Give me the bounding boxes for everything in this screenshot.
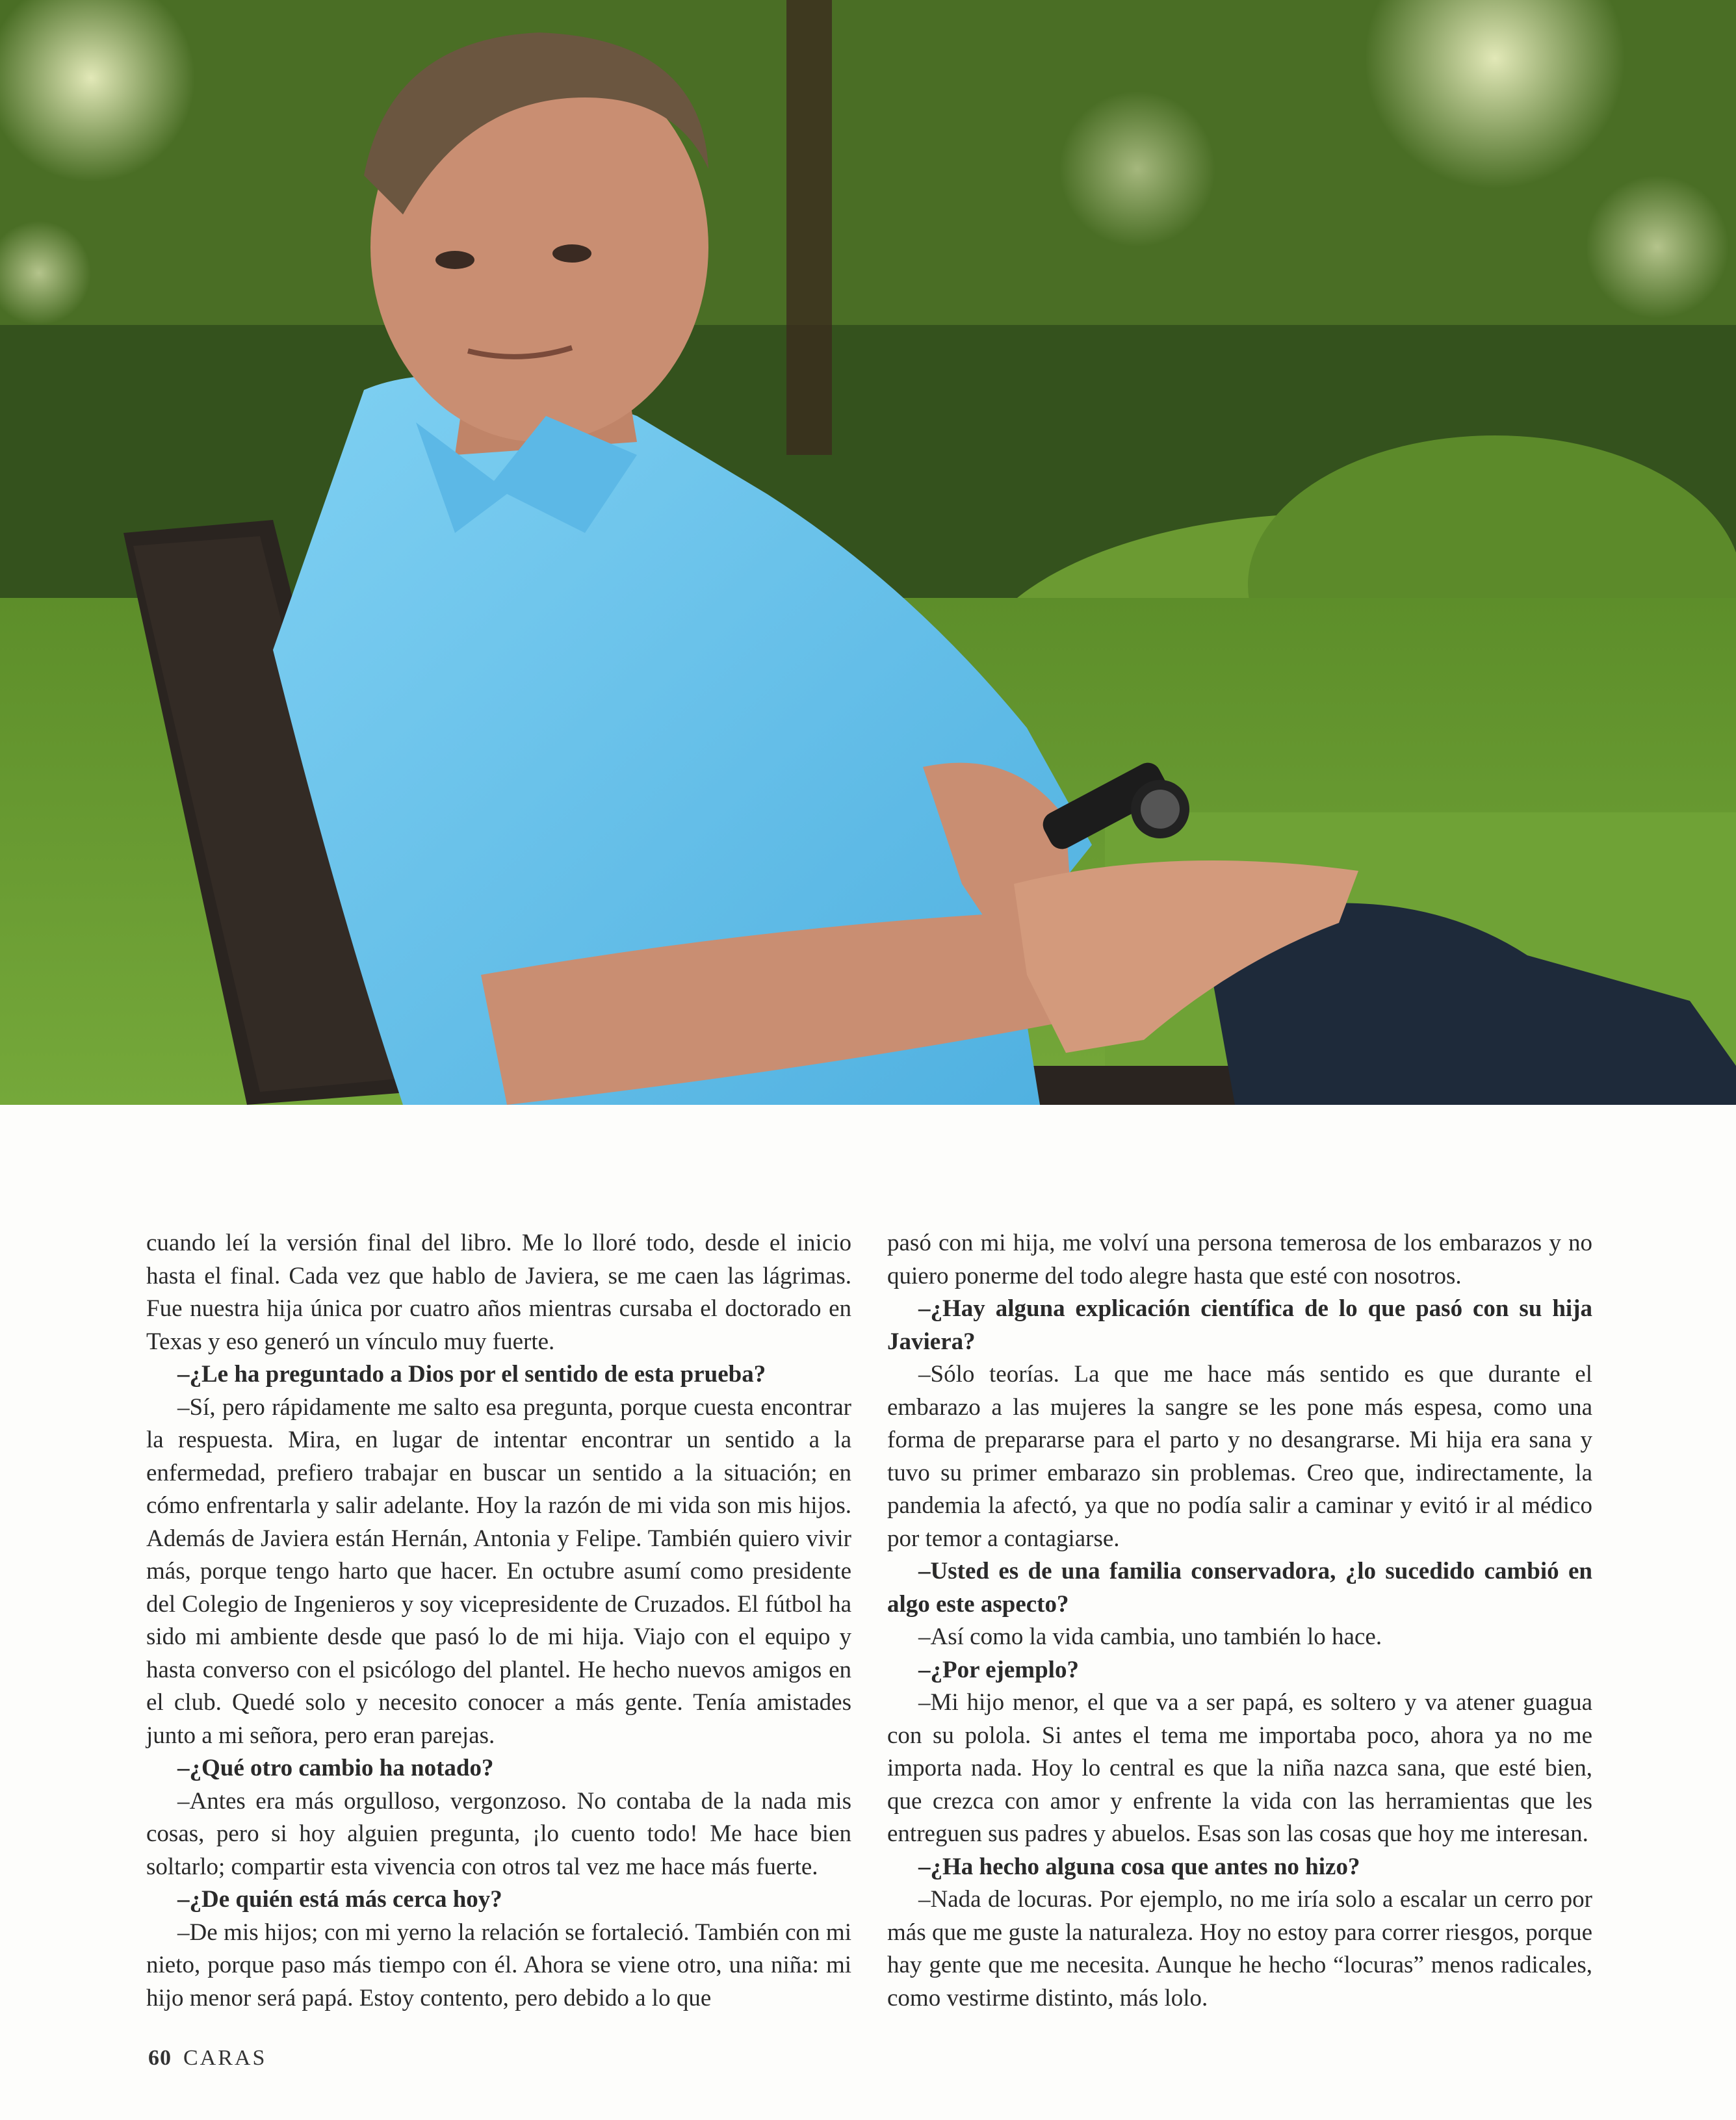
page-number: 60 <box>148 2046 172 2070</box>
question: –¿Hay alguna explicación científica de lo que pasó con su hija Javiera? <box>887 1295 1592 1355</box>
right-column <box>887 1227 1592 2015</box>
magazine-name: CARAS <box>183 2046 267 2070</box>
answer: –Nada de locuras. Por ejemplo, no me iría solo a escalar un cerro por más que me guste la naturaleza. Hoy no estoy para correr riesgos, porque hay gente que me necesita. Aunque he hecho “locuras” menos radicales, como vestirme distinto, más lolo. <box>887 1886 1592 2011</box>
question: –¿Ha hecho alguna cosa que antes no hizo? <box>918 1853 1360 1880</box>
left-column <box>146 1227 851 2015</box>
answer: –De mis hijos; con mi yerno la relación se fortaleció. También con mi nieto, porque paso más tiempo con él. Ahora se viene otro, una niña: mi hijo menor será papá. Estoy contento, pero debido a lo que <box>146 1919 851 2011</box>
question: –¿De quién está más cerca hoy? <box>177 1886 502 1913</box>
answer: –Así como la vida cambia, uno también lo hace. <box>918 1623 1382 1650</box>
question: –¿Qué otro cambio ha notado? <box>177 1755 494 1781</box>
answer: –Sí, pero rápidamente me salto esa pregunta, porque cuesta encontrar la respuesta. Mira, en lugar de intentar encontrar un sentido a la enfermedad, prefiero trabajar en buscar un sentido a la situación; en cómo enfrentarla y salir adelante. Hoy la razón de mi vida son mis hijos. Además de Javiera están Hernán, Antonia y Felipe. También quiero vivir más, porque tengo harto que hacer. En octubre asumí como presidente del Colegio de Ingenieros y soy vicepresidente de Cruzados. El fútbol ha sido mi ambiente desde que pasó lo de mi hija. Viajo con el equipo y hasta converso con el psicólogo del plantel. He hecho nuevos amigos en el club. Quedé solo y necesito conocer a más gente. Tenía amistades junto a mi señora, pero eran parejas. <box>146 1393 851 1749</box>
answer: –Sólo teorías. La que me hace más sentido es que durante el embarazo a las mujeres la sangre se les pone más espesa, como una forma de prepararse para el parto y no desangrarse. Mi hija era sana y tuvo su primer embarazo sin problemas. Creo que, indirectamente, la pandemia la afectó, ya que no podía salir a caminar y evitó ir al médico por temor a contagiarse. <box>887 1361 1592 1552</box>
question: –¿Le ha preguntado a Dios por el sentido de esta prueba? <box>177 1361 766 1388</box>
paragraph: cuando leí la versión final del libro. Me lo lloré todo, desde el inicio hasta el final. Cada vez que hablo de Javiera, se me caen las lágrimas. Fue nuestra hija única por cuatro años mientras cursaba el doctorado en Texas y eso generó un vínculo muy fuerte. <box>146 1230 851 1355</box>
answer: –Mi hijo menor, el que va a ser papá, es soltero y va atener guagua con su polola. Si antes el tema me importaba poco, ahora ya no me importa nada. Hoy lo central es que la niña nazca sana, que esté bien, que crezca con amor y enfrente la vida con las herramientas que les entreguen sus padres y abuelos. Esas son las cosas que hoy me interesan. <box>887 1689 1592 1847</box>
question: –¿Por ejemplo? <box>918 1656 1079 1683</box>
article-body <box>146 1227 1596 2020</box>
question: –Usted es de una familia conservadora, ¿lo sucedido cambió en algo este aspecto? <box>887 1558 1592 1618</box>
page-folio <box>148 2046 266 2071</box>
paragraph: pasó con mi hija, me volví una persona temerosa de los embarazos y no quiero ponerme del todo alegre hasta que esté con nosotros. <box>887 1230 1592 1289</box>
answer: –Antes era más orgulloso, vergonzoso. No contaba de la nada mis cosas, pero si hoy alguien pregunta, ¡lo cuento todo! Me hace bien soltarlo; compartir esta vivencia con otros tal vez me hace más fuerte. <box>146 1787 851 1880</box>
